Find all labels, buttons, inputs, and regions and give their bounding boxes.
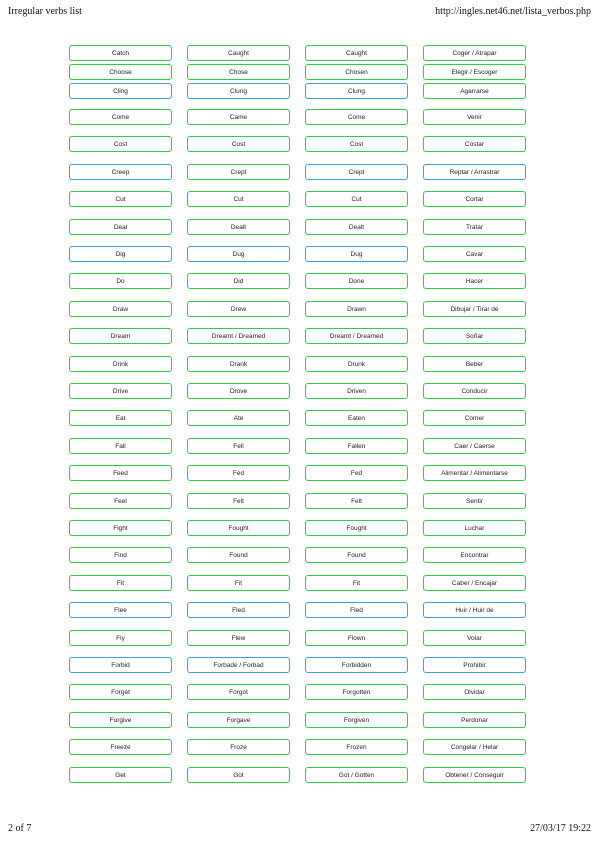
verb-cell-infinitive: Choose	[69, 64, 172, 80]
page-url[interactable]: http://ingles.net46.net/lista_verbos.php	[435, 6, 591, 17]
verb-cell-past-participle: Dug	[305, 246, 408, 262]
verb-cell-translation: Dibujar / Tirar de	[423, 301, 526, 317]
verb-cell-past-participle: Forbidden	[305, 657, 408, 673]
verb-cell-translation: Elegir / Escoger	[423, 64, 526, 80]
verb-cell-infinitive: Fall	[69, 438, 172, 454]
verb-cell-past-simple: Caught	[187, 45, 290, 61]
verb-cell-past-participle: Fought	[305, 520, 408, 536]
verb-cell-past-participle: Dreamt / Dreamed	[305, 328, 408, 344]
verb-cell-past-participle: Forgiven	[305, 712, 408, 728]
verb-cell-past-participle: Fed	[305, 465, 408, 481]
verb-cell-past-participle: Chosen	[305, 64, 408, 80]
verb-cell-infinitive: Feed	[69, 465, 172, 481]
verb-cell-translation: Encontrar	[423, 547, 526, 563]
verb-cell-translation: Beber	[423, 356, 526, 372]
verb-cell-infinitive: Drink	[69, 356, 172, 372]
verb-cell-infinitive: Eat	[69, 410, 172, 426]
verb-cell-infinitive: Flee	[69, 602, 172, 618]
verb-cell-past-participle: Found	[305, 547, 408, 563]
print-datetime: 27/03/17 19:22	[530, 823, 591, 834]
verb-cell-translation: Hacer	[423, 273, 526, 289]
verb-cell-past-participle: Forgotten	[305, 684, 408, 700]
verb-cell-infinitive: Creep	[69, 164, 172, 180]
verb-cell-past-simple: Crept	[187, 164, 290, 180]
verb-cell-translation: Reptar / Arrastrar	[423, 164, 526, 180]
verb-cell-translation: Sentir	[423, 493, 526, 509]
verb-cell-infinitive: Drive	[69, 383, 172, 399]
verb-cell-past-simple: Fled	[187, 602, 290, 618]
verb-cell-past-simple: Fed	[187, 465, 290, 481]
verb-cell-past-simple: Drank	[187, 356, 290, 372]
verb-cell-past-participle: Drawn	[305, 301, 408, 317]
verb-cell-past-participle: Fallen	[305, 438, 408, 454]
verb-cell-past-simple: Drew	[187, 301, 290, 317]
verb-cell-past-participle: Got / Gotten	[305, 767, 408, 783]
verb-cell-translation: Coger / Atrapar	[423, 45, 526, 61]
verb-cell-translation: Cavar	[423, 246, 526, 262]
verb-cell-past-simple: Dealt	[187, 219, 290, 235]
verb-cell-past-participle: Fled	[305, 602, 408, 618]
verb-cell-infinitive: Feel	[69, 493, 172, 509]
verb-cell-infinitive: Fly	[69, 630, 172, 646]
verb-cell-past-simple: Fought	[187, 520, 290, 536]
verb-cell-translation: Volar	[423, 630, 526, 646]
verb-cell-past-participle: Driven	[305, 383, 408, 399]
verb-cell-past-participle: Done	[305, 273, 408, 289]
verb-cell-past-simple: Dug	[187, 246, 290, 262]
verb-cell-past-participle: Felt	[305, 493, 408, 509]
verb-cell-infinitive: Fight	[69, 520, 172, 536]
verb-cell-past-participle: Caught	[305, 45, 408, 61]
verb-cell-past-simple: Dreamt / Dreamed	[187, 328, 290, 344]
verb-cell-infinitive: Deal	[69, 219, 172, 235]
verb-cell-translation: Tratar	[423, 219, 526, 235]
verb-cell-past-simple: Drove	[187, 383, 290, 399]
verb-cell-past-participle: Cut	[305, 191, 408, 207]
verb-cell-translation: Perdonar	[423, 712, 526, 728]
verb-cell-infinitive: Forbid	[69, 657, 172, 673]
verb-cell-infinitive: Dig	[69, 246, 172, 262]
verb-cell-translation: Costar	[423, 136, 526, 152]
verb-cell-past-simple: Did	[187, 273, 290, 289]
verb-cell-past-simple: Forgot	[187, 684, 290, 700]
verb-cell-translation: Conducir	[423, 383, 526, 399]
verb-cell-past-participle: Dealt	[305, 219, 408, 235]
verb-cell-translation: Olvidar	[423, 684, 526, 700]
verb-cell-past-participle: Frozen	[305, 739, 408, 755]
verb-cell-past-simple: Cost	[187, 136, 290, 152]
verb-cell-past-simple: Chose	[187, 64, 290, 80]
verb-cell-infinitive: Come	[69, 109, 172, 125]
verb-cell-translation: Caer / Caerse	[423, 438, 526, 454]
verb-cell-past-simple: Ate	[187, 410, 290, 426]
verb-cell-infinitive: Cling	[69, 83, 172, 99]
verb-cell-translation: Alimentar / Alimentarse	[423, 465, 526, 481]
verb-cell-past-simple: Fit	[187, 575, 290, 591]
verb-cell-translation: Luchar	[423, 520, 526, 536]
verb-cell-past-simple: Fell	[187, 438, 290, 454]
verb-cell-translation: Venir	[423, 109, 526, 125]
verb-cell-past-simple: Forbade / Forbad	[187, 657, 290, 673]
verb-cell-past-simple: Came	[187, 109, 290, 125]
verb-cell-past-simple: Flew	[187, 630, 290, 646]
verb-cell-infinitive: Freeze	[69, 739, 172, 755]
verb-cell-past-participle: Clung	[305, 83, 408, 99]
verb-cell-past-participle: Come	[305, 109, 408, 125]
verb-cell-past-simple: Froze	[187, 739, 290, 755]
verb-cell-past-participle: Cost	[305, 136, 408, 152]
verb-cell-translation: Caber / Encajar	[423, 575, 526, 591]
verb-cell-translation: Soñar	[423, 328, 526, 344]
verb-cell-past-simple: Cut	[187, 191, 290, 207]
verb-cell-infinitive: Catch	[69, 45, 172, 61]
verb-cell-translation: Agarrarse	[423, 83, 526, 99]
verb-cell-past-participle: Crept	[305, 164, 408, 180]
verb-cell-infinitive: Dream	[69, 328, 172, 344]
verb-cell-infinitive: Cut	[69, 191, 172, 207]
verb-cell-infinitive: Get	[69, 767, 172, 783]
verb-cell-translation: Comer	[423, 410, 526, 426]
verb-cell-past-simple: Got	[187, 767, 290, 783]
verb-cell-translation: Prohibir	[423, 657, 526, 673]
verb-cell-infinitive: Find	[69, 547, 172, 563]
verb-cell-translation: Huir / Huir de	[423, 602, 526, 618]
verb-cell-past-simple: Forgave	[187, 712, 290, 728]
verb-cell-infinitive: Forgive	[69, 712, 172, 728]
verb-cell-infinitive: Fit	[69, 575, 172, 591]
verb-cell-infinitive: Cost	[69, 136, 172, 152]
verb-cell-past-participle: Drunk	[305, 356, 408, 372]
verb-cell-past-simple: Felt	[187, 493, 290, 509]
verb-cell-past-participle: Flown	[305, 630, 408, 646]
verb-cell-infinitive: Draw	[69, 301, 172, 317]
verb-cell-translation: Obtener / Conseguir	[423, 767, 526, 783]
verb-cell-past-simple: Clung	[187, 83, 290, 99]
page-number: 2 of 7	[8, 823, 32, 834]
verb-cell-translation: Congelar / Helar	[423, 739, 526, 755]
page-title: Irregular verbs list	[8, 6, 82, 17]
verb-cell-infinitive: Forget	[69, 684, 172, 700]
verb-cell-past-participle: Eaten	[305, 410, 408, 426]
verb-cell-past-participle: Fit	[305, 575, 408, 591]
verb-cell-past-simple: Found	[187, 547, 290, 563]
verb-cell-translation: Cortar	[423, 191, 526, 207]
verb-cell-infinitive: Do	[69, 273, 172, 289]
